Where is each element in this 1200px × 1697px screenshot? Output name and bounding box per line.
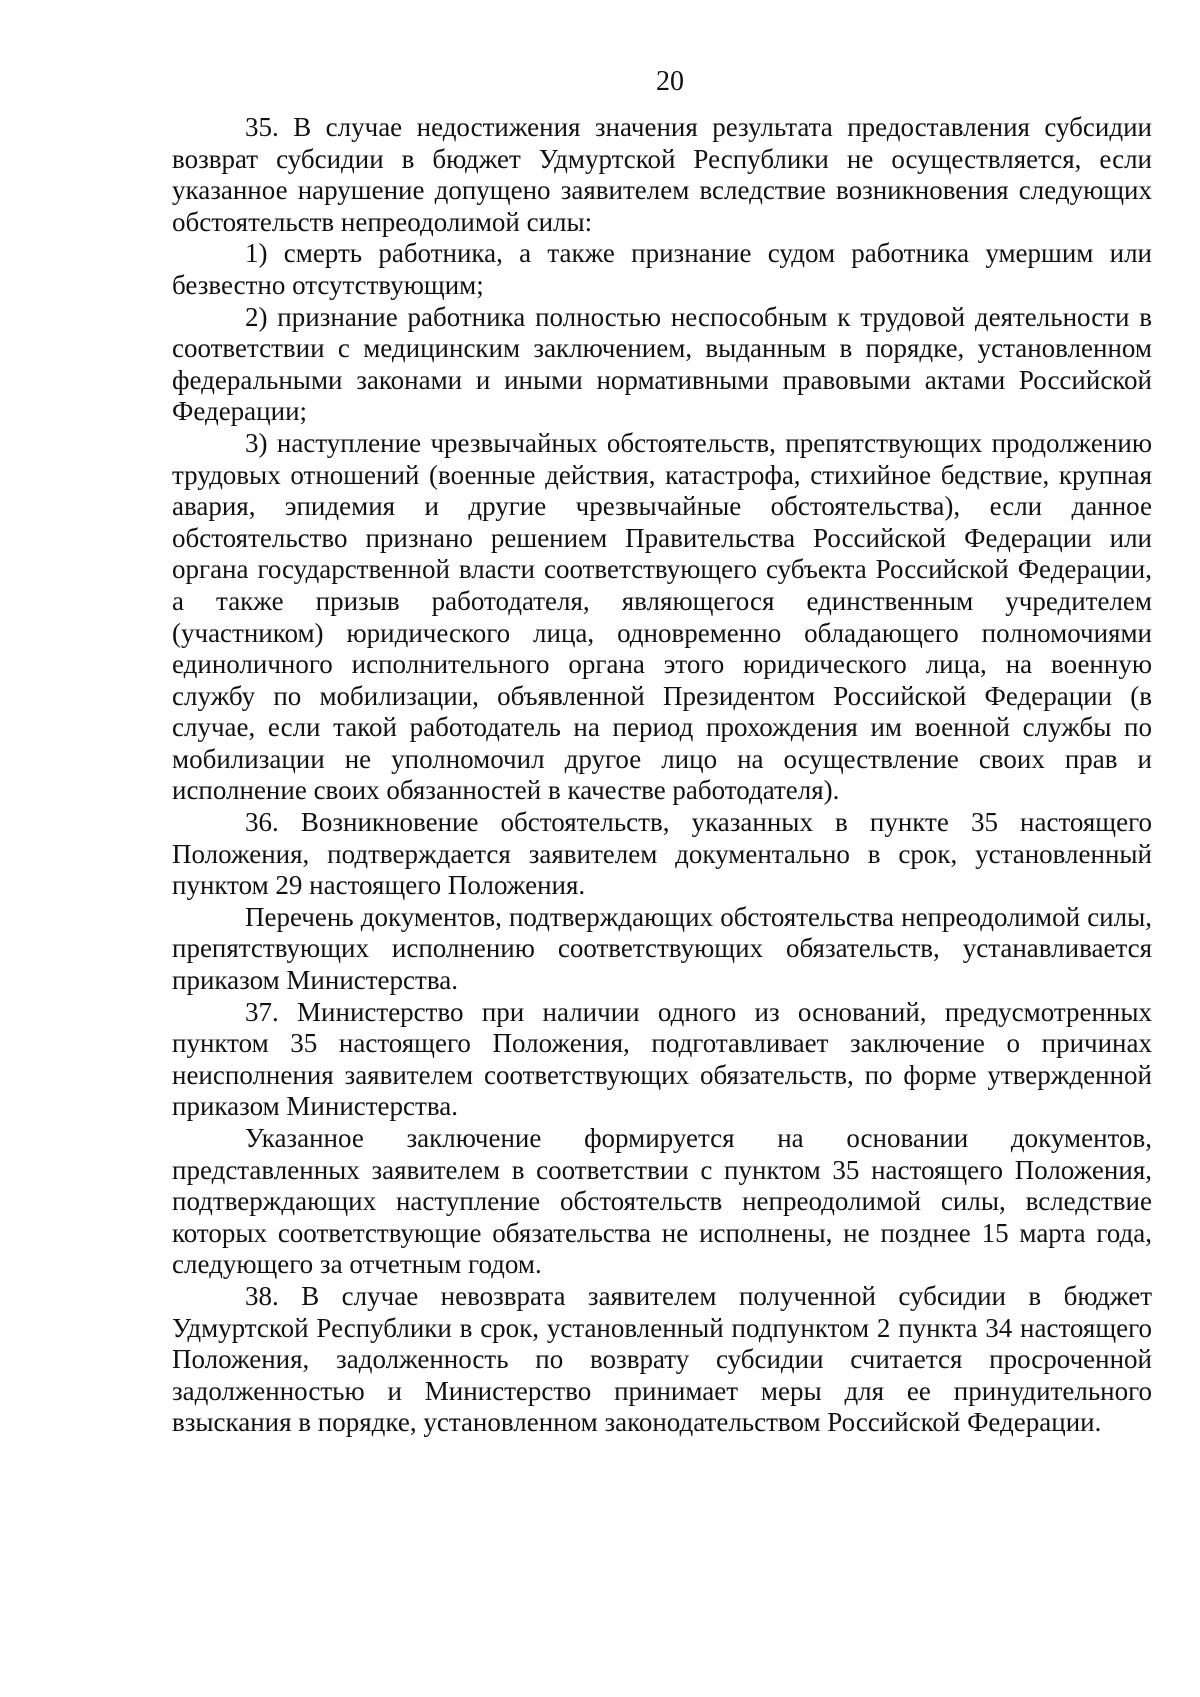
paragraph-35-item-3: 3) наступление чрезвычайных обстоятельств, препятствующих продолжению трудовых отношений (военные действия, катастрофа, стихийное бедствие, крупная авария, эпидемия и другие чрезвычайные обстоятельства), если данное обстоятельство признано решением Правительства Российской Федерации или органа государственной власти соответствующего субъекта Российской Федерации, а также призыв работодателя, являющегося единственным учредителем (участником) юридического лица, одновременно обладающего полномочиями единоличного исполнительного органа этого юридического лица, на военную службу по мобилизации, объявленной Президентом Российской Федерации (в случае, если такой работодатель на период прохождения им военной службы по мобилизации не уполномочил другое лицо на осуществление своих прав и исполнение своих обязанностей в качестве работодателя). <box>172 427 1152 806</box>
paragraph-35-item-2: 2) признание работника полностью неспособным к трудовой деятельности в соответствии с медицинским заключением, выданным в порядке, установленном федеральными законами и иными нормативными правовыми актами Российской Федерации; <box>172 301 1152 427</box>
paragraph-38: 38. В случае невозврата заявителем полученной субсидии в бюджет Удмуртской Республики в срок, установленный подпунктом 2 пункта 34 настоящего Положения, задолженность по возврату субсидии считается просроченной задолженностью и Министерство принимает меры для ее принудительного взыскания в порядке, установленном законодательством Российской Федерации. <box>172 1280 1152 1438</box>
paragraph-36-list: Перечень документов, подтверждающих обстоятельства непреодолимой силы, препятствующих исполнению соответствующих обязательств, устанавливается приказом Министерства. <box>172 901 1152 996</box>
page-number: 20 <box>656 66 684 97</box>
paragraph-37-conclusion: Указанное заключение формируется на основании документов, представленных заявителем в соответствии с пунктом 35 настоящего Положения, подтверждающих наступление обстоятельств непреодолимой силы, вследствие которых соответствующие обязательства не исполнены, не позднее 15 марта года, следующего за отчетным годом. <box>172 1123 1152 1280</box>
paragraph-37: 37. Министерство при наличии одного из оснований, предусмотренных пунктом 35 настоящего Положения, подготавливает заключение о причинах неисполнения заявителем соответствующих обязательств, по форме утвержденной приказом Министерства. <box>172 996 1152 1122</box>
document-body <box>172 112 1152 1439</box>
paragraph-35: 35. В случае недостижения значения результата предоставления субсидии возврат субсидии в бюджет Удмуртской Республики не осуществляется, если указанное нарушение допущено заявителем вследствие возникновения следующих обстоятельств непреодолимой силы: <box>172 112 1152 237</box>
paragraph-35-item-1: 1) смерть работника, а также признание судом работника умершим или безвестно отсутствующим; <box>172 238 1152 300</box>
paragraph-36: 36. Возникновение обстоятельств, указанных в пункте 35 настоящего Положения, подтверждается заявителем документально в срок, установленный пунктом 29 настоящего Положения. <box>172 807 1152 901</box>
